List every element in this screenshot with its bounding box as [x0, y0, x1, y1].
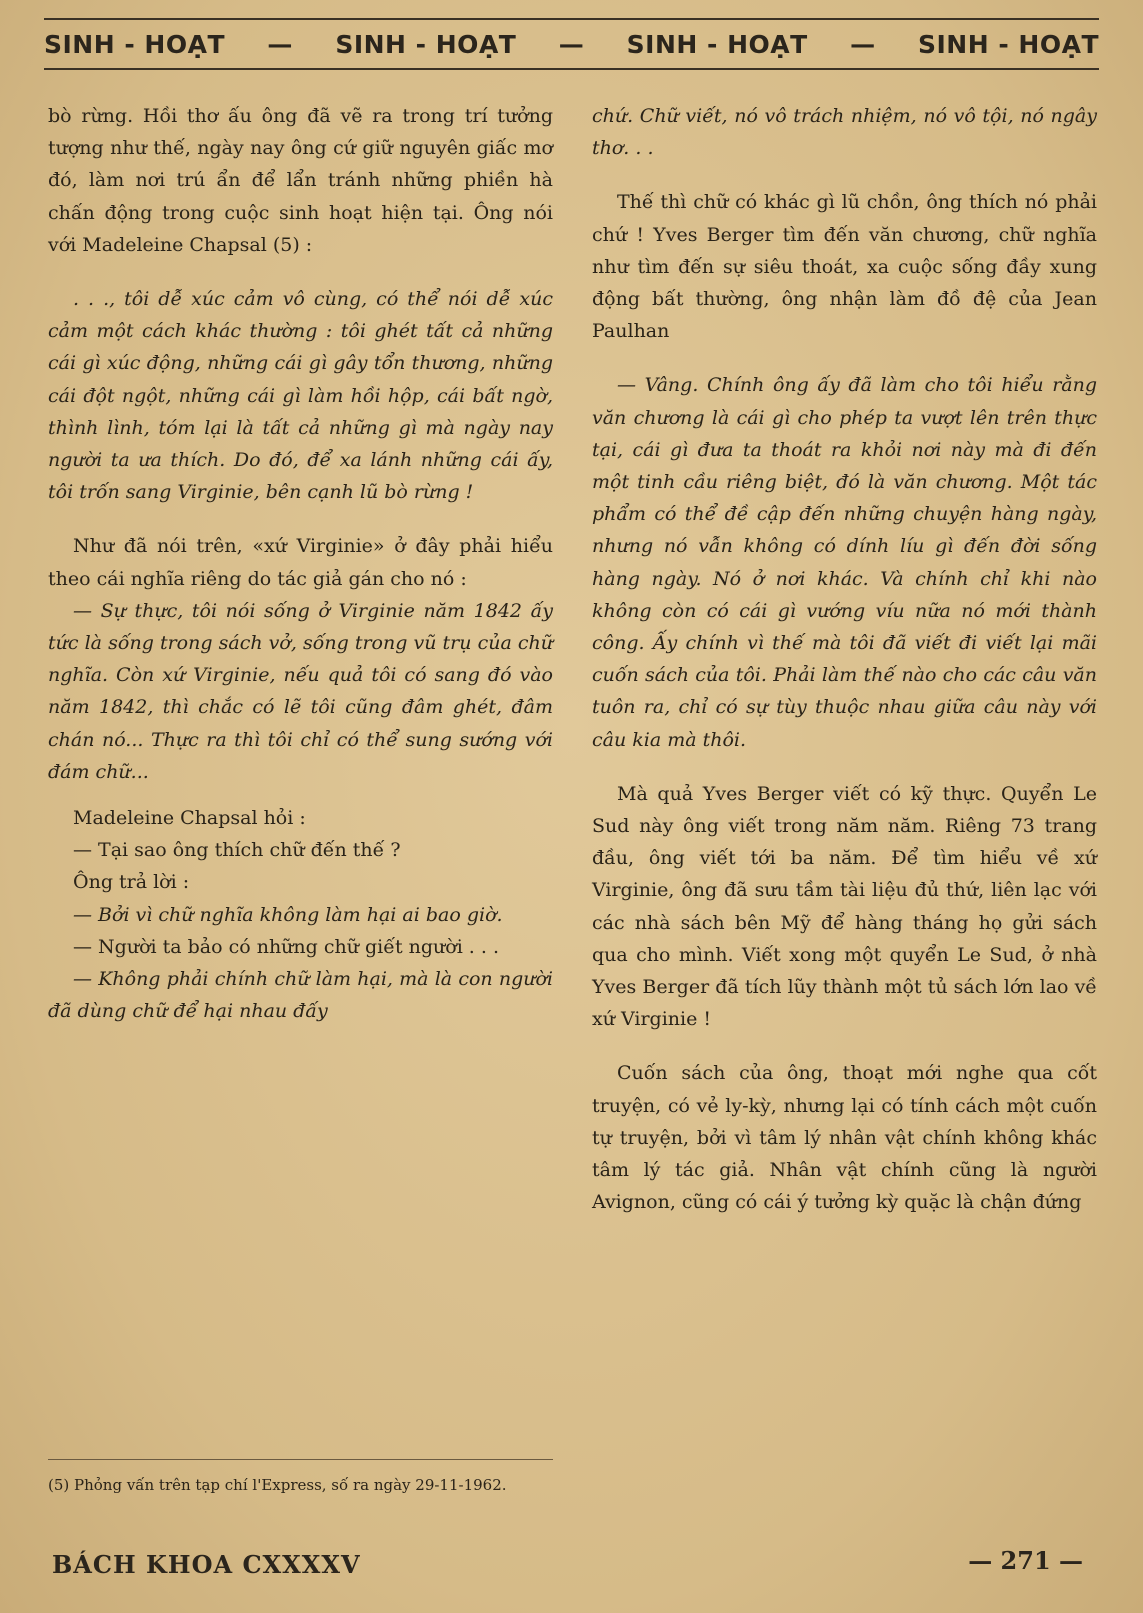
- header-separator: —: [558, 29, 585, 59]
- paragraph: Ông trả lời :: [73, 871, 190, 894]
- right-column: [592, 100, 1097, 1219]
- header-item: SINH - HOẠT: [335, 29, 517, 59]
- footnote: (5) Phỏng vấn trên tạp chí l'Express, số ra ngày 29-11-1962.: [48, 1459, 553, 1499]
- header-item: SINH - HOẠT: [44, 29, 226, 59]
- quote-paragraph: — Không phải chính chữ làm hại, mà là con người đã dùng chữ để hại nhau đấy: [48, 968, 553, 1023]
- quote-paragraph: chứ. Chữ viết, nó vô trách nhiệm, nó vô tội, nó ngây thơ. . .: [592, 105, 1097, 160]
- running-header: [44, 18, 1099, 70]
- quote-paragraph: — Sự thực, tôi nói sống ở Virginie năm 1842 ấy tức là sống trong sách vở, sống trong vũ trụ của chữ nghĩa. Còn xứ Virginie, nếu quả tôi có sang đó vào năm 1842, thì chắc có lẽ tôi cũng đâm ghét, đâm chán nó... Thực ra thì tôi chỉ có thể sung sướng với đám chữ...: [48, 599, 553, 783]
- header-separator: —: [267, 29, 293, 59]
- page-number: — 271 —: [968, 1546, 1083, 1575]
- quote-paragraph: . . ., tôi dễ xúc cảm vô cùng, có thể nói dễ xúc cảm một cách khác thường : tôi ghét tất cả những cái gì xúc động, những cái gì gây tổn thương, những cái đột ngột, những cái gì làm hồi hộp, cái bất ngờ, thình lình, tóm lại là tất cả những gì mà ngày nay người ta ưa thích. Do đó, để xa lánh những cái ấy, tôi trốn sang Virginie, bên cạnh lũ bò rừng !: [48, 288, 553, 504]
- left-column: [48, 100, 553, 1027]
- paragraph: Madeleine Chapsal hỏi :: [73, 807, 306, 830]
- paragraph: Thế thì chữ có khác gì lũ chồn, ông thích nó phải chứ ! Yves Berger tìm đến văn chương, chữ nghĩa như tìm đến sự siêu thoát, xa cuộc sống đầy xung động bất thường, ông nhận làm đồ đệ của Jean Paulhan: [592, 191, 1097, 343]
- paragraph: — Người ta bảo có những chữ giết người . . .: [73, 935, 500, 958]
- quote-paragraph: — Bởi vì chữ nghĩa không làm hại ai bao giờ.: [73, 903, 503, 926]
- journal-name: BÁCH KHOA CXXXXV: [52, 1550, 361, 1579]
- header-item: SINH - HOẠT: [626, 29, 808, 59]
- paragraph: — Tại sao ông thích chữ đến thế ?: [73, 839, 401, 862]
- header-item: SINH - HOẠT: [917, 29, 1099, 59]
- paragraph: Cuốn sách của ông, thoạt mới nghe qua cốt truyện, có vẻ ly-kỳ, nhưng lại có tính cách một cuốn tự truyện, bởi vì tâm lý nhân vật chính không khác tâm lý tác giả. Nhân vật chính cũng là người Avignon, cũng có cái ý tưởng kỳ quặc là chận đứng: [592, 1062, 1097, 1214]
- paragraph: bò rừng. Hồi thơ ấu ông đã vẽ ra trong trí tưởng tượng như thế, ngày nay ông cứ giữ nguyên giấc mơ đó, làm nơi trú ẩn để lẩn tránh những phiền hà chấn động trong cuộc sinh hoạt hiện tại. Ông nói với Madeleine Chapsal (5) :: [48, 105, 553, 256]
- paragraph: Như đã nói trên, «xứ Virginie» ở đây phải hiểu theo cái nghĩa riêng do tác giả gán cho nó :: [48, 535, 553, 590]
- quote-paragraph: — Vâng. Chính ông ấy đã làm cho tôi hiểu rằng văn chương là cái gì cho phép ta vượt lên trên thực tại, cái gì đưa ta thoát ra khỏi nơi này mà đi đến một tinh cầu riêng biệt, đó là văn chương. Một tác phẩm có thể đề cập đến những chuyện hàng ngày, nhưng nó vẫn không có dính líu gì đến đời sống hàng ngày. Nó ở nơi khác. Và chính chỉ khi nào không còn có cái gì vướng víu nữa nó mới thành công. Ấy chính vì thế mà tôi đã viết đi viết lại mãi cuốn sách của tôi. Phải làm thế nào cho các câu văn tuôn ra, chỉ có sự tùy thuộc nhau giữa câu này với câu kia mà thôi.: [592, 374, 1097, 751]
- paragraph: Mà quả Yves Berger viết có kỹ thực. Quyển Le Sud này ông viết trong năm năm. Riêng 73 trang đầu, ông viết tới ba năm. Để tìm hiểu về xứ Virginie, ông đã sưu tầm tài liệu đủ thứ, liên lạc với các nhà sách bên Mỹ để hàng tháng họ gửi sách qua cho mình. Viết xong một quyển Le Sud, ở nhà Yves Berger đã tích lũy thành một tủ sách lớn lao về xứ Virginie !: [592, 782, 1097, 1031]
- header-separator: —: [850, 29, 876, 59]
